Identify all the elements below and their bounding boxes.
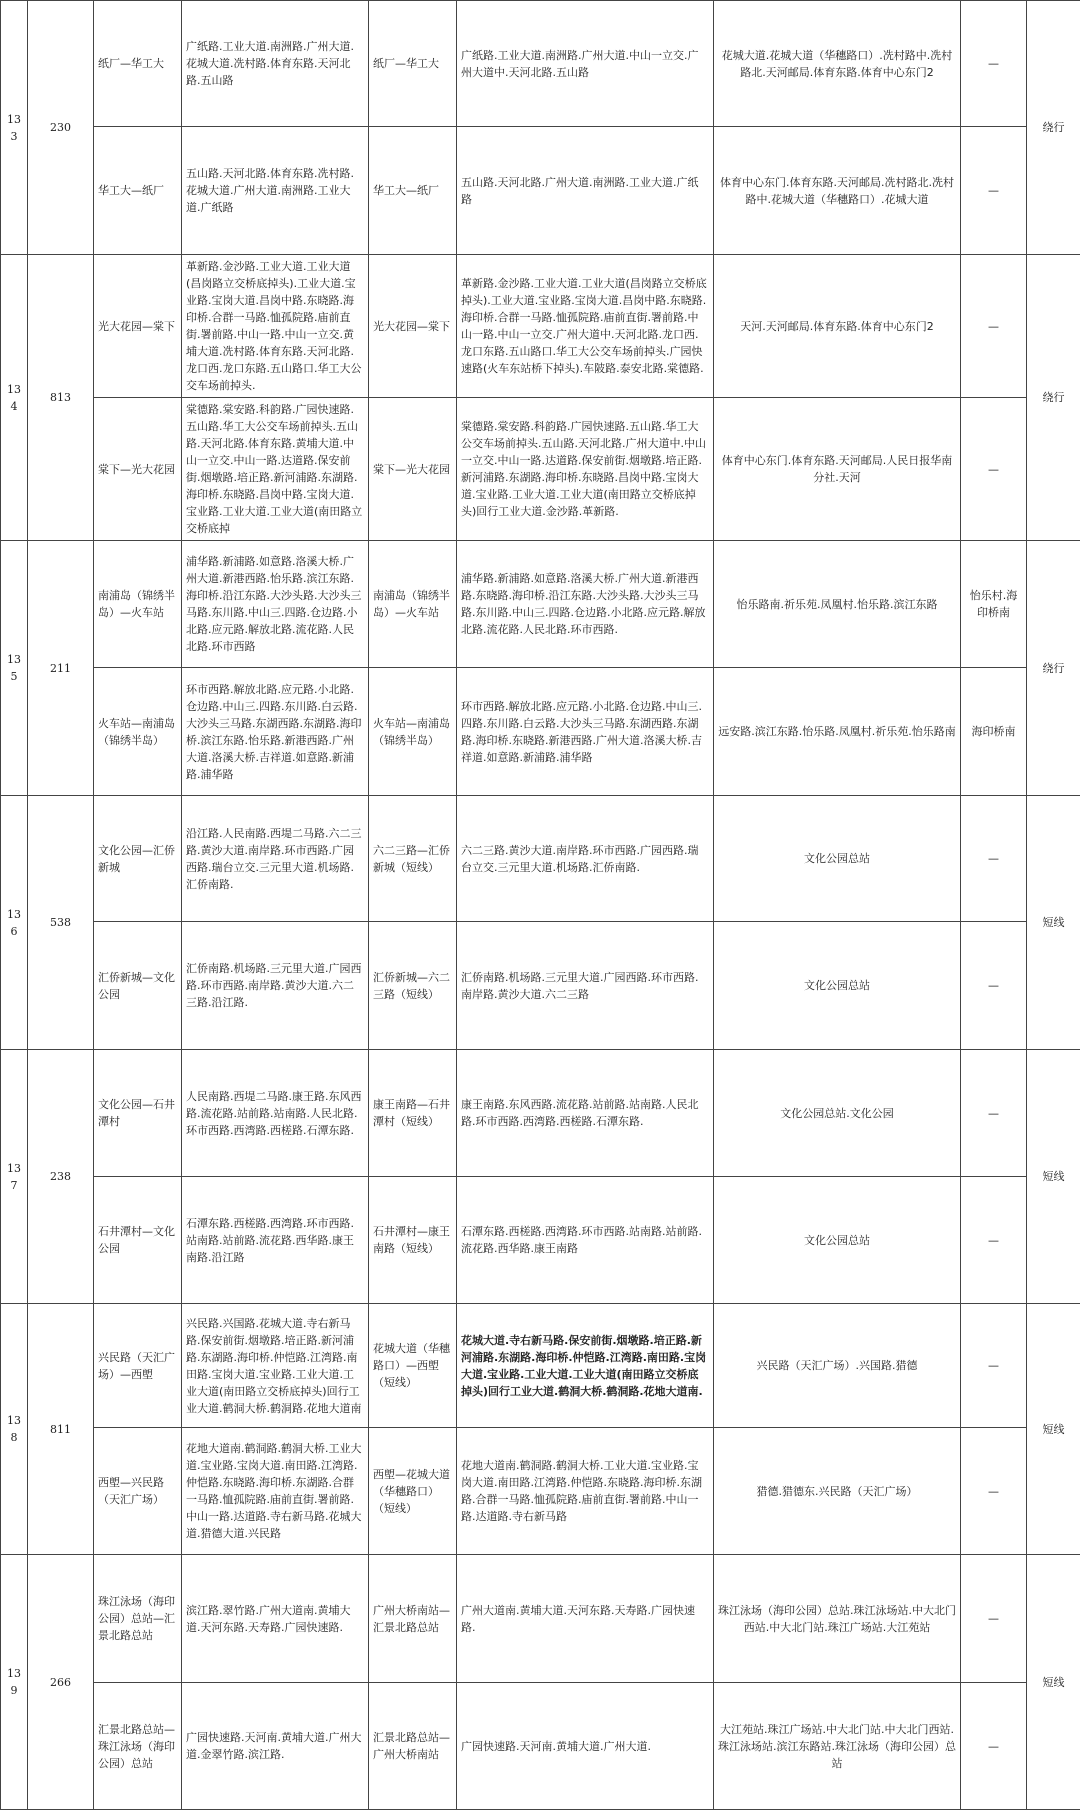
adjusted-route: 康王南路.东风西路.流花路.站前路.站南路.人民北路.环市西路.西湾路.西槎路.石潭东路. <box>457 1050 714 1177</box>
table-row <box>1 1304 1080 1428</box>
adjusted-direction: 光大花园—棠下 <box>369 255 457 398</box>
row-number: 134 <box>1 255 28 541</box>
skipped-stops: 天河.天河邮局.体育东路.体育中心东门2 <box>714 255 961 398</box>
added-stops: 海印桥南 <box>961 668 1027 796</box>
table-row <box>1 1 1080 127</box>
direction: 文化公园—石井潭村 <box>94 1050 182 1177</box>
adjustment-type: 短线 <box>1027 1555 1080 1810</box>
table-row <box>1 127 1080 255</box>
original-route: 人民南路.西堤二马路.康王路.东风西路.流花路.站前路.站南路.人民北路.环市西路.西湾路.西槎路.石潭东路. <box>182 1050 369 1177</box>
adjusted-direction: 花城大道（华穗路口）—西塱（短线） <box>369 1304 457 1428</box>
adjustment-type: 绕行 <box>1027 255 1080 541</box>
adjustment-type: 短线 <box>1027 1050 1080 1304</box>
original-route: 广纸路.工业大道.南洲路.广州大道.花城大道.冼村路.体育东路.天河北路.五山路 <box>182 1 369 127</box>
adjusted-route: 汇侨南路.机场路.三元里大道.广园西路.环市西路.南岸路.黄沙大道.六二三路 <box>457 922 714 1050</box>
original-route: 花地大道南.鹤洞路.鹤洞大桥.工业大道.宝业路.宝岗大道.南田路.江湾路.仲恺路.东晓路.海印桥.东湖路.合群一马路.恤孤院路.庙前直街.署前路.中山一路.达道路.寺右新马路.花城大道.猎德大道.兴民路 <box>182 1428 369 1555</box>
line-number: 211 <box>28 541 94 796</box>
adjusted-direction: 西塱—花城大道（华穗路口）（短线） <box>369 1428 457 1555</box>
added-stops: — <box>961 127 1027 255</box>
table-row <box>1 1555 1080 1683</box>
adjusted-route: 五山路.天河北路.广州大道.南洲路.工业大道.广纸路 <box>457 127 714 255</box>
original-route: 浦华路.新浦路.如意路.洛溪大桥.广州大道.新港西路.怡乐路.滨江东路.海印桥.沿江东路.大沙头路.大沙头三马路.东川路.中山三.四路.仓边路.小北路.应元路.解放北路.流花路.人民北路.环市西路 <box>182 541 369 668</box>
added-stops: — <box>961 1050 1027 1177</box>
skipped-stops: 文化公园总站 <box>714 796 961 922</box>
original-route: 石潭东路.西槎路.西湾路.环市西路.站南路.站前路.流花路.西华路.康王南路.沿江路 <box>182 1177 369 1304</box>
adjusted-route: 浦华路.新浦路.如意路.洛溪大桥.广州大道.新港西路.东晓路.海印桥.沿江东路.大沙头路.大沙头三马路.东川路.中山三.四路.仓边路.小北路.应元路.解放北路.流花路.人民北路.环市西路. <box>457 541 714 668</box>
adjusted-direction: 汇景北路总站—广州大桥南站 <box>369 1683 457 1810</box>
line-number: 811 <box>28 1304 94 1555</box>
original-route: 革新路.金沙路.工业大道.工业大道(昌岗路立交桥底掉头).工业大道.宝业路.宝岗大道.昌岗中路.东晓路.海印桥.合群一马路.恤孤院路.庙前直街.署前路.中山一路.中山一立交.黄埔大道.冼村路.体育东路.天河北路.龙口西.龙口东路.五山路口.华工大公交车场前掉头. <box>182 255 369 398</box>
line-number: 238 <box>28 1050 94 1304</box>
adjusted-direction: 纸厂—华工大 <box>369 1 457 127</box>
line-number: 266 <box>28 1555 94 1810</box>
skipped-stops: 花城大道.花城大道（华穗路口）.冼村路中.冼村路北.天河邮局.体育东路.体育中心东门2 <box>714 1 961 127</box>
skipped-stops: 猎德.猎德东.兴民路（天汇广场） <box>714 1428 961 1555</box>
row-number: 136 <box>1 796 28 1050</box>
original-route: 五山路.天河北路.体育东路.冼村路.花城大道.广州大道.南洲路.工业大道.广纸路 <box>182 127 369 255</box>
adjustment-type: 绕行 <box>1027 1 1080 255</box>
adjusted-route: 花城大道.寺右新马路.保安前街.烟墩路.培正路.新河浦路.东湖路.海印桥.仲恺路.江湾路.南田路.宝岗大道.宝业路.工业大道.工业大道(南田路立交桥底掉头)回行工业大道.鹤洞大桥.鹤洞路.花地大道南. <box>457 1304 714 1428</box>
adjusted-direction: 棠下—光大花园 <box>369 398 457 541</box>
row-number: 135 <box>1 541 28 796</box>
adjusted-direction: 六二三路—汇侨新城（短线） <box>369 796 457 922</box>
added-stops: 怡乐村.海印桥南 <box>961 541 1027 668</box>
direction: 火车站—南浦岛（锦绣半岛） <box>94 668 182 796</box>
skipped-stops: 文化公园总站.文化公园 <box>714 1050 961 1177</box>
adjusted-route: 广纸路.工业大道.南洲路.广州大道.中山一立交.广州大道中.天河北路.五山路 <box>457 1 714 127</box>
added-stops: — <box>961 1683 1027 1810</box>
row-number: 137 <box>1 1050 28 1304</box>
direction: 文化公园—汇侨新城 <box>94 796 182 922</box>
direction: 兴民路（天汇广场）—西塱 <box>94 1304 182 1428</box>
direction: 汇景北路总站—珠江泳场（海印公园）总站 <box>94 1683 182 1810</box>
adjusted-direction: 华工大—纸厂 <box>369 127 457 255</box>
table-row <box>1 1428 1080 1555</box>
adjusted-route: 石潭东路.西槎路.西湾路.环市西路.站南路.站前路.流花路.西华路.康王南路 <box>457 1177 714 1304</box>
adjustment-type: 短线 <box>1027 1304 1080 1555</box>
adjusted-route: 棠德路.棠安路.科韵路.广园快速路.五山路.华工大公交车场前掉头.五山路.天河北路.广州大道中.中山一立交.中山一路.达道路.保安前街.烟墩路.培正路.新河浦路.东湖路.海印桥.东晓路.昌岗中路.宝岗大道.宝业路.工业大道.工业大道(南田路立交桥底掉头)回行工业大道.金沙路.革新路. <box>457 398 714 541</box>
skipped-stops: 体育中心东门.体育东路.天河邮局.冼村路北.冼村路中.花城大道（华穗路口）.花城大道 <box>714 127 961 255</box>
added-stops: — <box>961 255 1027 398</box>
table-row <box>1 796 1080 922</box>
table-row <box>1 1177 1080 1304</box>
adjusted-route: 环市西路.解放北路.应元路.小北路.仓边路.中山三.四路.东川路.白云路.大沙头三马路.东湖西路.东湖路.海印桥.东晓路.新港西路.广州大道.洛溪大桥.吉祥道.如意路.新浦路.浦华路 <box>457 668 714 796</box>
table-row <box>1 541 1080 668</box>
direction: 纸厂—华工大 <box>94 1 182 127</box>
added-stops: — <box>961 1555 1027 1683</box>
original-route: 汇侨南路.机场路.三元里大道.广园西路.环市西路.南岸路.黄沙大道.六二三路.沿江路. <box>182 922 369 1050</box>
adjusted-direction: 火车站—南浦岛（锦绣半岛） <box>369 668 457 796</box>
adjusted-route: 花地大道南.鹤洞路.鹤洞大桥.工业大道.宝业路.宝岗大道.南田路.江湾路.仲恺路.东晓路.海印桥.东湖路.合群一马路.恤孤院路.庙前直街.署前路.中山一路.达道路.寺右新马路 <box>457 1428 714 1555</box>
added-stops: — <box>961 398 1027 541</box>
added-stops: — <box>961 1304 1027 1428</box>
skipped-stops: 怡乐路南.祈乐苑.凤凰村.怡乐路.滨江东路 <box>714 541 961 668</box>
table-row <box>1 255 1080 398</box>
adjustment-type: 短线 <box>1027 796 1080 1050</box>
skipped-stops: 兴民路（天汇广场）.兴国路.猎德 <box>714 1304 961 1428</box>
adjusted-route: 广州大道南.黄埔大道.天河东路.天寿路.广园快速路. <box>457 1555 714 1683</box>
original-route: 兴民路.兴国路.花城大道.寺右新马路.保安前街.烟墩路.培正路.新河浦路.东湖路.海印桥.仲恺路.江湾路.南田路.宝岗大道.宝业路.工业大道.工业大道(南田路立交桥底掉头)回行工业大道.鹤洞大桥.鹤洞路.花地大道南 <box>182 1304 369 1428</box>
adjustment-type: 绕行 <box>1027 541 1080 796</box>
row-number: 139 <box>1 1555 28 1810</box>
direction: 汇侨新城—文化公园 <box>94 922 182 1050</box>
adjusted-route: 革新路.金沙路.工业大道.工业大道(昌岗路立交桥底掉头).工业大道.宝业路.宝岗大道.昌岗中路.东晓路.海印桥.合群一马路.恤孤院路.庙前直街.署前路.中山一路.中山一立交.广州大道中.天河北路.龙口西.龙口东路.五山路口.华工大公交车场前掉头.广园快速路(火车东站桥下掉头).车陂路.泰安北路.棠德路. <box>457 255 714 398</box>
added-stops: — <box>961 1428 1027 1555</box>
table-row <box>1 1683 1080 1810</box>
direction: 南浦岛（锦绣半岛）—火车站 <box>94 541 182 668</box>
skipped-stops: 文化公园总站 <box>714 922 961 1050</box>
table-row <box>1 668 1080 796</box>
direction: 珠江泳场（海印公园）总站—汇景北路总站 <box>94 1555 182 1683</box>
direction: 石井潭村—文化公园 <box>94 1177 182 1304</box>
direction: 光大花园—棠下 <box>94 255 182 398</box>
direction: 华工大—纸厂 <box>94 127 182 255</box>
direction: 西塱—兴民路（天汇广场） <box>94 1428 182 1555</box>
adjusted-direction: 广州大桥南站—汇景北路总站 <box>369 1555 457 1683</box>
original-route: 沿江路.人民南路.西堤二马路.六二三路.黄沙大道.南岸路.环市西路.广园西路.瑞台立交.三元里大道.机场路.汇侨南路. <box>182 796 369 922</box>
skipped-stops: 远安路.滨江东路.怡乐路.凤凰村.祈乐苑.怡乐路南 <box>714 668 961 796</box>
added-stops: — <box>961 1 1027 127</box>
original-route: 环市西路.解放北路.应元路.小北路.仓边路.中山三.四路.东川路.白云路.大沙头三马路.东湖西路.东湖路.海印桥.滨江东路.怡乐路.新港西路.广州大道.洛溪大桥.吉祥道.如意路.新浦路.浦华路 <box>182 668 369 796</box>
line-number: 813 <box>28 255 94 541</box>
table-row <box>1 398 1080 541</box>
adjusted-direction: 汇侨新城—六二三路（短线） <box>369 922 457 1050</box>
adjusted-route: 六二三路.黄沙大道.南岸路.环市西路.广园西路.瑞台立交.三元里大道.机场路.汇侨南路. <box>457 796 714 922</box>
row-number: 138 <box>1 1304 28 1555</box>
table-row <box>1 922 1080 1050</box>
skipped-stops: 大江苑站.珠江广场站.中大北门站.中大北门西站.珠江泳场站.滨江东路站.珠江泳场（海印公园）总站 <box>714 1683 961 1810</box>
added-stops: — <box>961 1177 1027 1304</box>
row-number: 133 <box>1 1 28 255</box>
line-number: 538 <box>28 796 94 1050</box>
adjusted-direction: 石井潭村—康王南路（短线） <box>369 1177 457 1304</box>
line-number: 230 <box>28 1 94 255</box>
original-route: 滨江路.翠竹路.广州大道南.黄埔大道.天河东路.天寿路.广园快速路. <box>182 1555 369 1683</box>
direction: 棠下—光大花园 <box>94 398 182 541</box>
skipped-stops: 体育中心东门.体育东路.天河邮局.人民日报华南分社.天河 <box>714 398 961 541</box>
skipped-stops: 珠江泳场（海印公园）总站.珠江泳场站.中大北门西站.中大北门站.珠江广场站.大江苑站 <box>714 1555 961 1683</box>
added-stops: — <box>961 796 1027 922</box>
adjusted-direction: 南浦岛（锦绣半岛）—火车站 <box>369 541 457 668</box>
original-route: 广园快速路.天河南.黄埔大道.广州大道.金翠竹路.滨江路. <box>182 1683 369 1810</box>
table-row <box>1 1050 1080 1177</box>
added-stops: — <box>961 922 1027 1050</box>
skipped-stops: 文化公园总站 <box>714 1177 961 1304</box>
original-route: 棠德路.棠安路.科韵路.广园快速路.五山路.华工大公交车场前掉头.五山路.天河北路.体育东路.黄埔大道.中山一立交.中山一路.达道路.保安前街.烟墩路.培正路.新河浦路.东湖路.海印桥.东晓路.昌岗中路.宝岗大道.宝业路.工业大道.工业大道(南田路立交桥底掉 <box>182 398 369 541</box>
adjusted-direction: 康王南路—石井潭村（短线） <box>369 1050 457 1177</box>
adjusted-route: 广园快速路.天河南.黄埔大道.广州大道. <box>457 1683 714 1810</box>
